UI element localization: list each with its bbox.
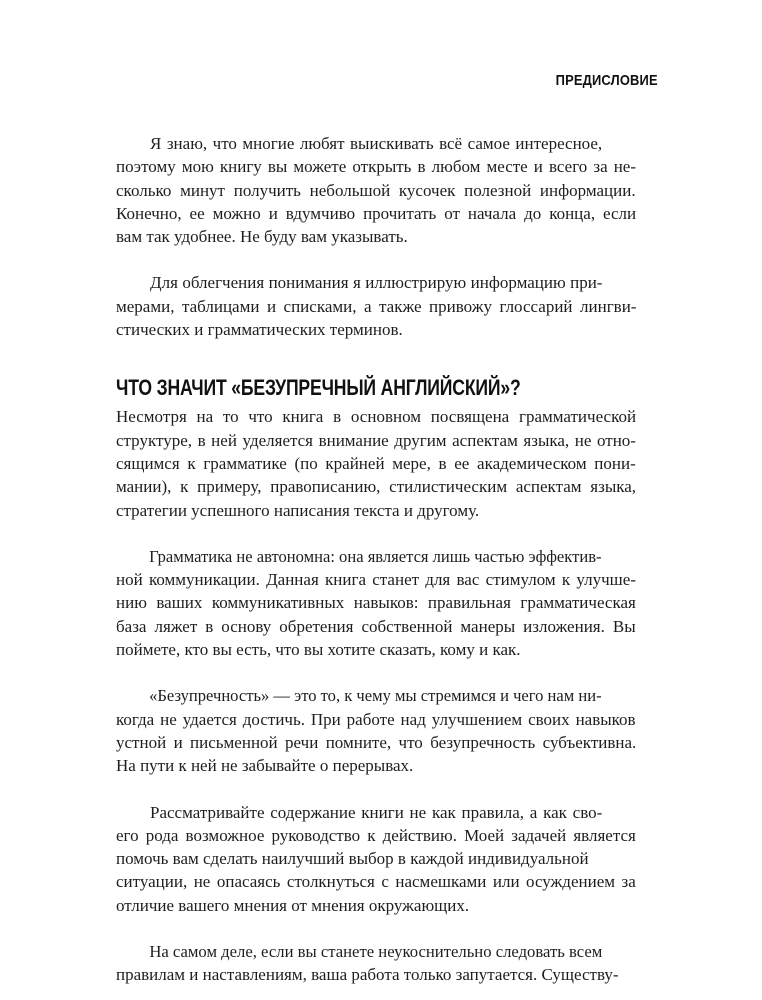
text-line: правилам и наставлениям, ваша работа только запутается. Существу- — [116, 965, 619, 985]
text-line: его рода возможное руководство к действию. Моей задачей является — [116, 825, 636, 845]
text-line: На самом деле, если вы станете неукоснительно следовать всем — [149, 942, 603, 962]
text-line: поймете, кто вы есть, что вы хотите сказать, кому и как. — [116, 640, 521, 660]
text-line: структуре, в ней уделяется внимание другим аспектам языка, не отно- — [116, 430, 636, 450]
text-line: стратегии успешного написания текста и другому. — [116, 500, 480, 520]
text-line: нию ваших коммуникативных навыков: правильная грамматическая — [116, 593, 636, 613]
text-line: Рассматривайте содержание книги не как правила, а как сво- — [150, 802, 603, 822]
text-line: сящимся к грамматике (по крайней мере, в ее академическом пони- — [116, 453, 636, 473]
text-line: помочь вам сделать наилучший выбор в каждой индивидуальной — [116, 849, 589, 869]
section-heading: ЧТО ЗНАЧИТ «БЕЗУПРЕЧНЫЙ АНГЛИЙСКИЙ»? — [116, 375, 521, 401]
paragraph-7 — [116, 940, 636, 987]
paragraph-1 — [116, 132, 636, 248]
paragraph-3 — [116, 405, 636, 521]
text-line: вам так удобнее. Не буду вам указывать. — [116, 227, 408, 247]
paragraph-2 — [116, 271, 636, 341]
text-line: когда не удается достичь. При работе над улучшением своих навыков — [116, 709, 636, 729]
text-line: мерами, таблицами и списками, а также привожу глоссарий лингви- — [116, 296, 637, 316]
text-line: стических и грамматических терминов. — [116, 320, 403, 340]
body-text — [116, 132, 636, 987]
text-line: поэтому мою книгу вы можете открыть в любом месте и всего за не- — [116, 157, 636, 177]
paragraph-4 — [116, 545, 636, 661]
text-line: «Безупречность» — это то, к чему мы стремимся и чего нам ни- — [149, 686, 602, 706]
text-line: Я знаю, что многие любят выискивать всё самое интересное, — [150, 134, 603, 153]
text-line: ной коммуникации. Данная книга станет для вас стимулом к улучше- — [116, 570, 636, 590]
text-line: сколько минут получить небольшой кусочек полезной информации. — [116, 180, 636, 200]
text-line: Несмотря на то что книга в основном посвящена грамматической — [116, 407, 637, 427]
text-line: Грамматика не автономна: она является лишь частью эффектив- — [149, 546, 602, 566]
text-line: Для облегчения понимания я иллюстрирую информацию при- — [150, 273, 603, 293]
running-head: ПРЕДИСЛОВИЕ — [555, 72, 658, 89]
text-line: устной и письменной речи помните, что безупречность субъективна. — [116, 732, 637, 752]
text-line: Конечно, ее можно и вдумчиво прочитать от начала до конца, если — [116, 203, 637, 223]
paragraph-5 — [116, 684, 636, 777]
paragraph-6 — [116, 801, 636, 917]
text-line: мании), к примеру, правописанию, стилистическим аспектам языка, — [116, 477, 637, 497]
text-line: На пути к ней не забывайте о перерывах. — [116, 756, 414, 776]
text-line: база ляжет в основу обретения собственной манеры изложения. Вы — [116, 616, 636, 636]
text-line: ситуации, не опасаясь столкнуться с насмешками или осуждением за — [116, 872, 636, 892]
text-line: отличие вашего мнения от мнения окружающих. — [116, 895, 470, 915]
